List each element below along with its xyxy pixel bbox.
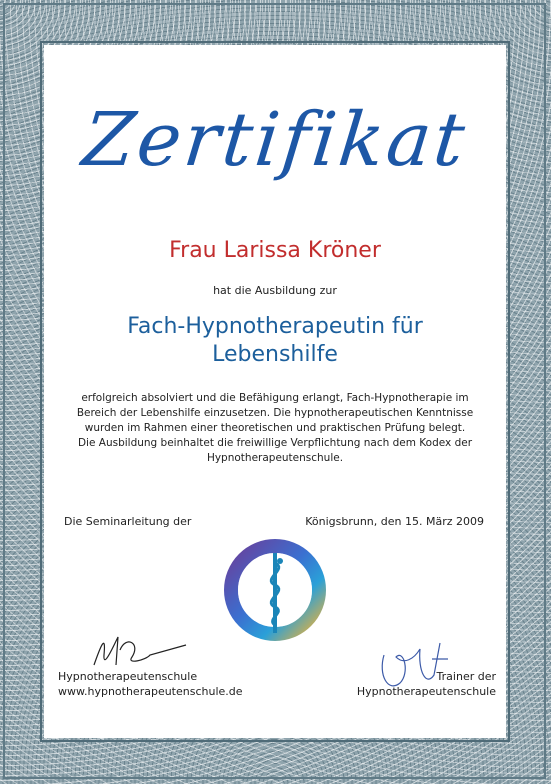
intro-text: hat die Ausbildung zur: [213, 284, 337, 297]
course-title: [44, 313, 506, 368]
body-line: wurden im Rahmen einer theoretischen und praktischen Prüfung belegt.: [84, 421, 466, 434]
course-title-line-1: Fach-Hypnotherapeutin für: [127, 314, 423, 339]
course-title-line-2: Lebenshilfe: [212, 341, 338, 367]
recipient-name: Frau Larissa Kröner: [169, 238, 381, 263]
school-name-right: Hypnotherapeutenschule: [356, 685, 496, 698]
school-website: www.hypnotherapeutenschule.de: [58, 685, 243, 698]
trainer-label: Trainer der: [436, 670, 496, 683]
body-line: Die Ausbildung beinhaltet die freiwillige Verpflichtung nach dem Kodex der: [77, 436, 473, 449]
certificate-paper: [44, 45, 506, 738]
body-line: Bereich der Lebenshilfe einzusetzen. Die hypnotherapeutischen Kenntnisse: [76, 406, 474, 419]
seminar-leadership-label: Die Seminarleitung der: [64, 515, 192, 528]
body-line: Hypnotherapeutenschule.: [206, 451, 344, 464]
signature-left: [86, 615, 196, 675]
certificate-title: Zertifikat: [78, 97, 472, 183]
certificate-body: [56, 391, 494, 466]
school-name-left: Hypnotherapeutenschule: [58, 670, 198, 683]
rod-of-asclepius-ring-icon: [220, 535, 330, 645]
place-date: Königsbrunn, den 15. März 2009: [305, 515, 484, 528]
body-line: erfolgreich absolviert und die Befähigung erlangt, Fach-Hypnotherapie im: [81, 392, 469, 404]
